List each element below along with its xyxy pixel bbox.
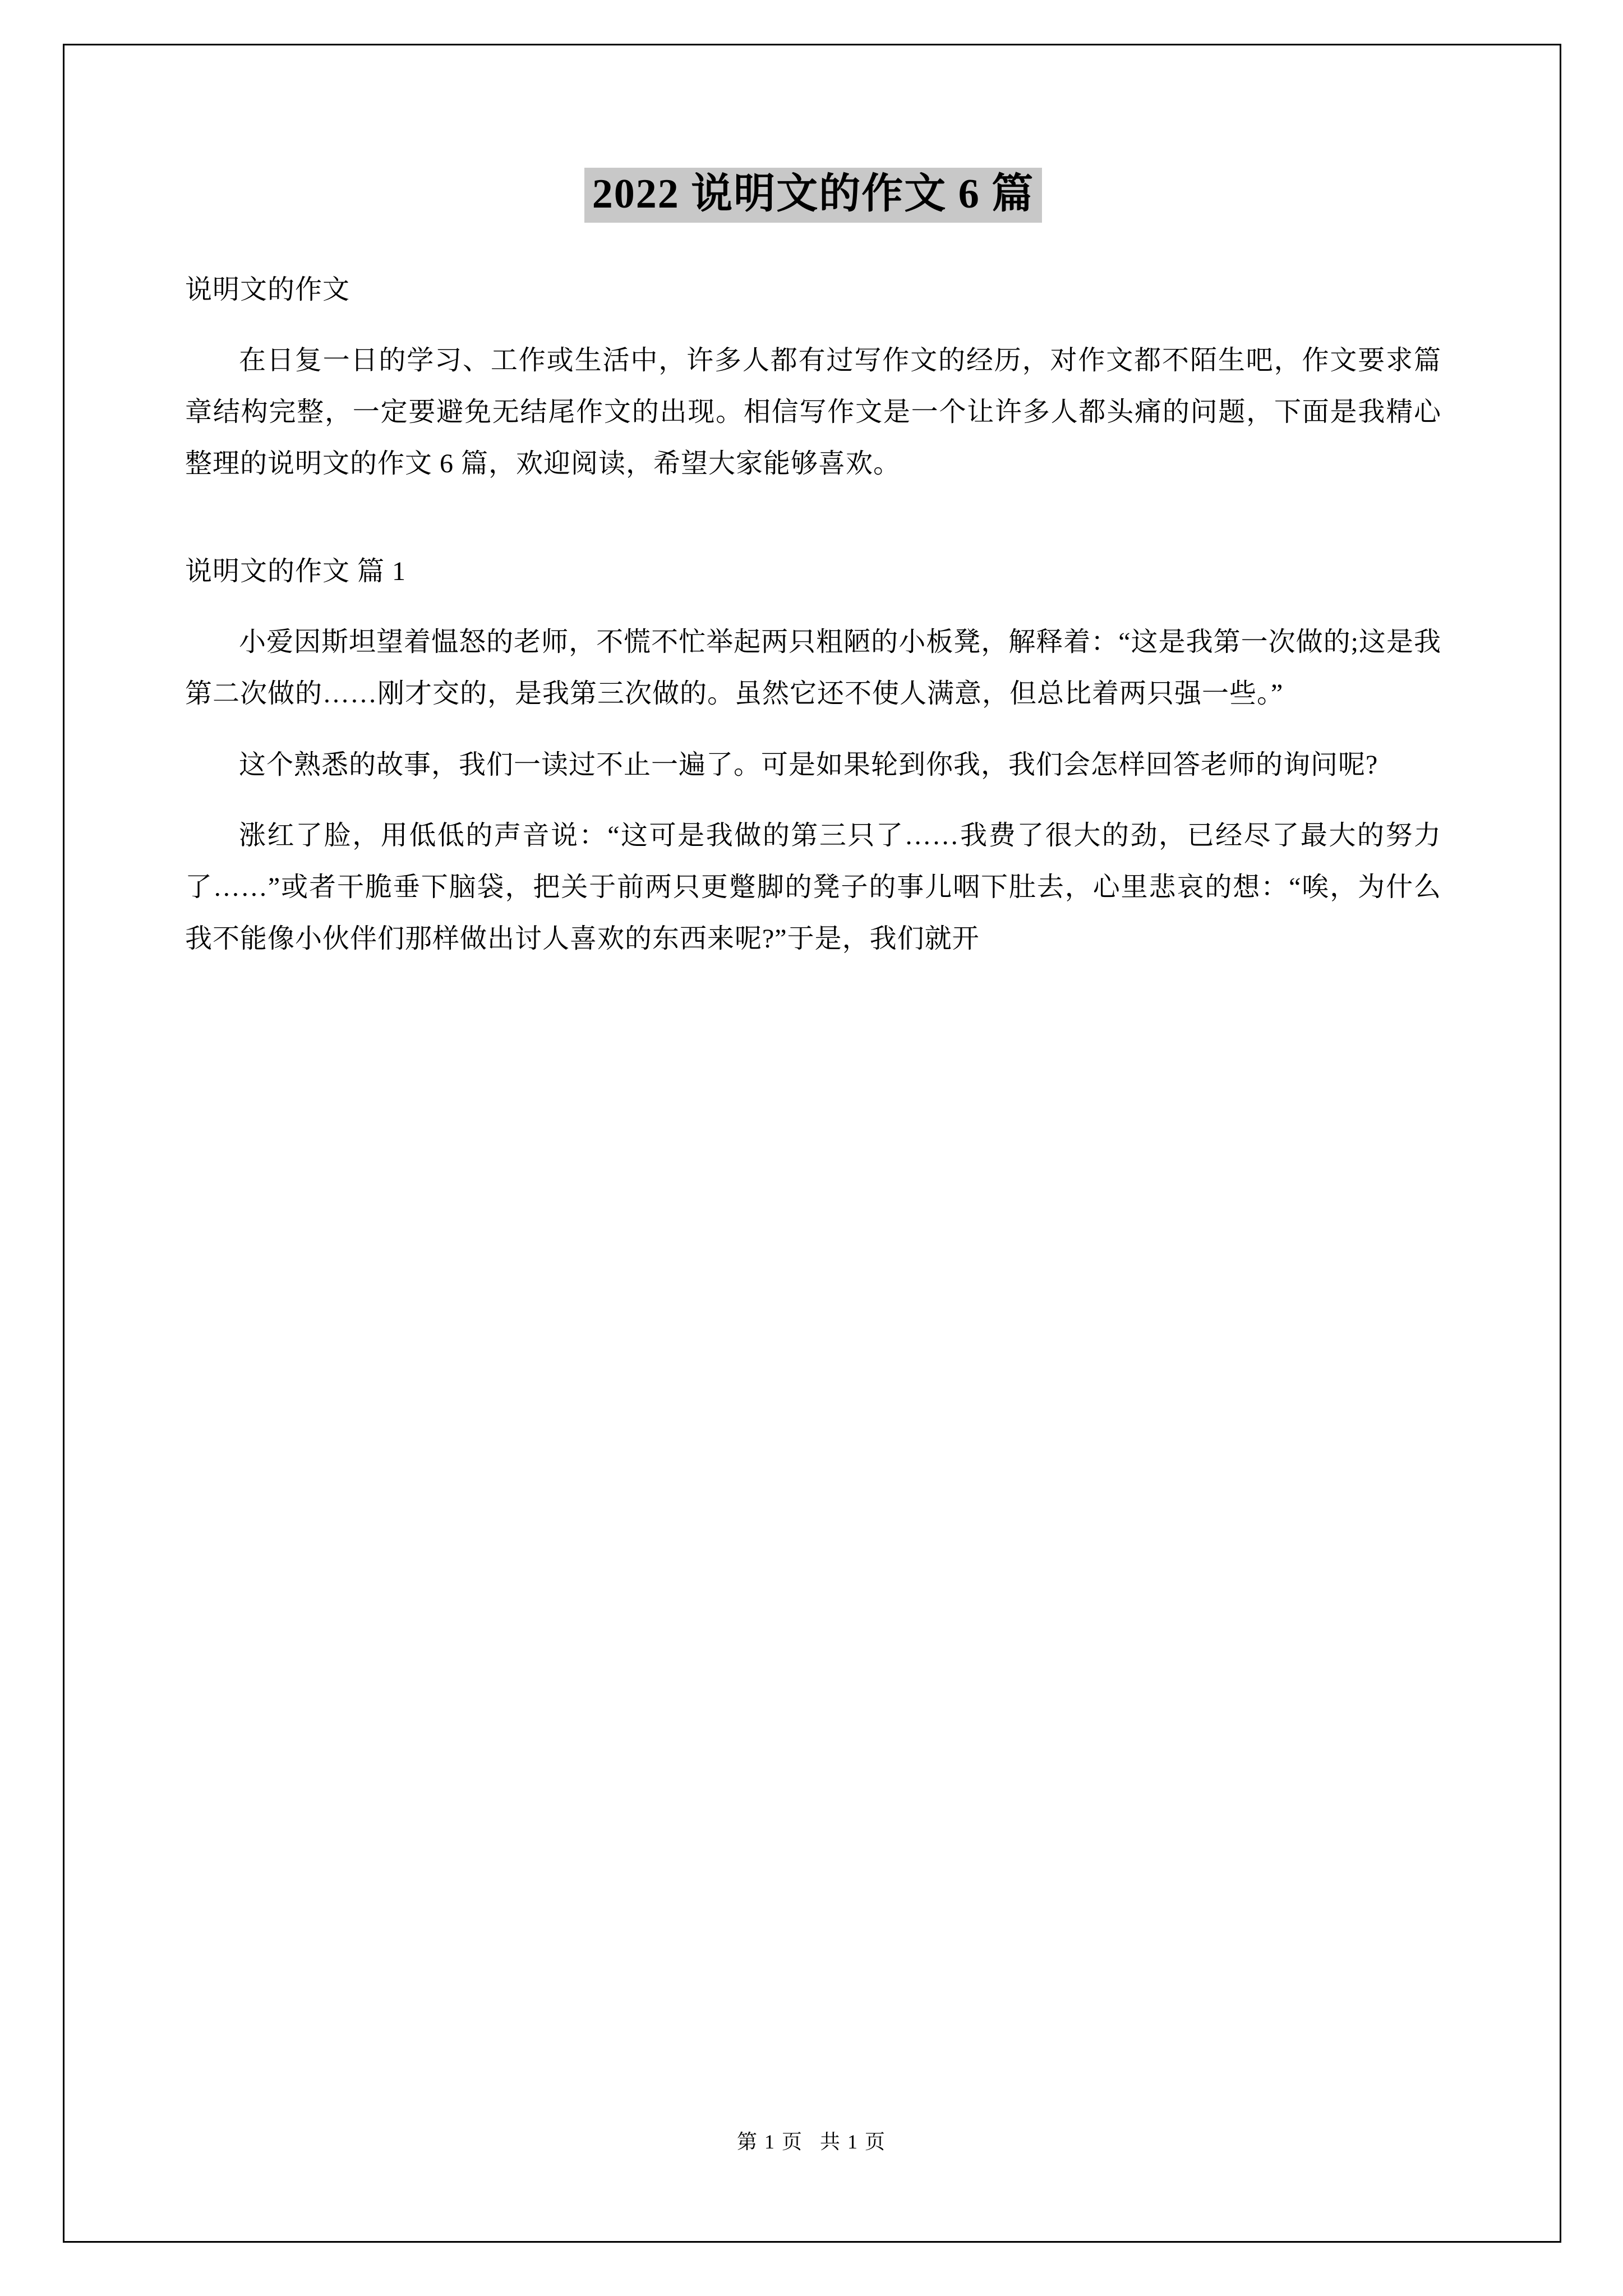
footer-current-page: 第 1 页 (736, 2131, 803, 2153)
paragraph-body-2: 这个熟悉的故事，我们一读过不止一遍了。可是如果轮到你我，我们会怎样回答老师的询问呢? (239, 749, 1378, 780)
page-title (185, 168, 1441, 220)
paragraph-heading-intro: 说明文的作文 (185, 274, 351, 305)
footer-total-pages: 共 1 页 (820, 2131, 887, 2153)
page-title-highlight: 2022 说明文的作文 6 篇 (584, 168, 1043, 223)
page-footer (0, 2126, 1623, 2155)
paragraph-body-1: 小爱因斯坦望着愠怒的老师，不慌不忙举起两只粗陋的小板凳，解释着：“这是我第一次做的;这是我第二次做的……刚才交的，是我第三次做的。虽然它还不使人满意，但总比着两只强一些。” (185, 627, 1441, 709)
paragraph-body-3: 涨红了脸，用低低的声音说：“这可是我做的第三只了……我费了很大的劲，已经尽了最大的努力了……”或者干脆垂下脑袋，把关于前两只更蹩脚的凳子的事儿咽下肚去，心里悲哀的想：“唉，为什么我不能像小伙伴们那样做出讨人喜欢的东西来呢?”于是，我们就开 (185, 820, 1441, 954)
paragraph-section-heading-1: 说明文的作文 篇 1 (185, 556, 407, 587)
paragraph-intro-body: 在日复一日的学习、工作或生活中，许多人都有过写作文的经历，对作文都不陌生吧，作文要求篇章结构完整，一定要避免无结尾作文的出现。相信写作文是一个让许多人都头痛的问题，下面是我精心整理的说明文的作文 6 篇，欢迎阅读，希望大家能够喜欢。 (185, 345, 1441, 478)
document-body (185, 168, 1441, 984)
